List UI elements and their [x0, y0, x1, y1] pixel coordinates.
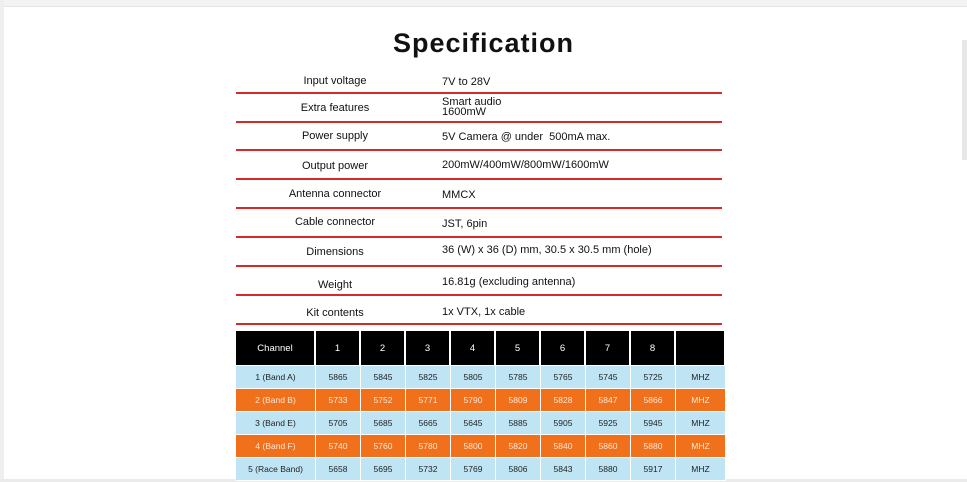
freq-cell: 5805 — [451, 366, 496, 389]
freq-cell: 5740 — [316, 435, 361, 458]
header-cell: 8 — [631, 331, 676, 366]
table-row — [236, 389, 726, 412]
freq-cell: 5771 — [406, 389, 451, 412]
freq-cell: 5645 — [451, 412, 496, 435]
spec-label: Kit contents — [306, 307, 364, 319]
spec-row-cable-connector — [236, 209, 722, 238]
freq-cell: 5880 — [586, 458, 631, 481]
freq-cell: 5695 — [361, 458, 406, 481]
spec-label: Output power — [301, 160, 369, 172]
header-cell: 3 — [406, 331, 451, 366]
freq-cell: 5733 — [316, 389, 361, 412]
header-cell: 6 — [541, 331, 586, 366]
spec-row-input-voltage — [236, 66, 722, 94]
unit-cell: MHZ — [676, 412, 726, 435]
freq-cell: 5845 — [361, 366, 406, 389]
freq-cell: 5825 — [406, 366, 451, 389]
header-cell — [676, 331, 726, 366]
page-title: Specification — [392, 28, 575, 58]
band-cell: 1 (Band A) — [236, 366, 316, 389]
freq-cell: 5732 — [406, 458, 451, 481]
header-cell: 5 — [496, 331, 541, 366]
freq-cell: 5945 — [631, 412, 676, 435]
freq-cell: 5917 — [631, 458, 676, 481]
spec-row-output-power — [236, 151, 722, 180]
spec-row-power-supply — [236, 123, 722, 151]
freq-cell: 5685 — [361, 412, 406, 435]
header-cell: 4 — [451, 331, 496, 366]
spec-row-weight — [236, 267, 722, 296]
spec-label: Input voltage — [303, 75, 367, 87]
freq-cell: 5925 — [586, 412, 631, 435]
spec-value: 200mW/400mW/800mW/1600mW — [442, 159, 609, 171]
freq-cell: 5843 — [541, 458, 586, 481]
table-header-row — [236, 331, 726, 366]
spec-label: Antenna connector — [288, 188, 382, 200]
freq-cell: 5885 — [496, 412, 541, 435]
band-cell: 5 (Race Band) — [236, 458, 316, 481]
spec-value: 16.81g (excluding antenna) — [442, 276, 576, 288]
spec-value: 5V Camera @ under 500mA max. — [442, 131, 611, 143]
freq-cell: 5725 — [631, 366, 676, 389]
unit-cell: MHZ — [676, 435, 726, 458]
freq-cell: 5820 — [496, 435, 541, 458]
table-row — [236, 435, 726, 458]
freq-cell: 5785 — [496, 366, 541, 389]
freq-cell: 5828 — [541, 389, 586, 412]
band-cell: 3 (Band E) — [236, 412, 316, 435]
freq-cell: 5745 — [586, 366, 631, 389]
band-cell: 4 (Band F) — [236, 435, 316, 458]
freq-cell: 5752 — [361, 389, 406, 412]
spec-table — [236, 66, 722, 325]
spec-value: 36 (W) x 36 (D) mm, 30.5 x 30.5 mm (hole) — [442, 244, 652, 256]
table-row — [236, 458, 726, 481]
spec-value: 1x VTX, 1x cable — [442, 306, 526, 318]
spec-label: Cable connector — [294, 216, 376, 228]
header-cell: Channel — [236, 331, 316, 366]
spec-value: Smart audio 1600mW — [442, 96, 502, 118]
unit-cell: MHZ — [676, 366, 726, 389]
freq-cell: 5880 — [631, 435, 676, 458]
freq-cell: 5765 — [541, 366, 586, 389]
freq-cell: 5905 — [541, 412, 586, 435]
band-cell: 2 (Band B) — [236, 389, 316, 412]
header-cell: 2 — [361, 331, 406, 366]
spec-row-extra-features — [236, 94, 722, 123]
freq-cell: 5806 — [496, 458, 541, 481]
freq-cell: 5866 — [631, 389, 676, 412]
spec-row-dimensions — [236, 238, 722, 267]
spec-value: MMCX — [442, 189, 476, 201]
freq-cell: 5847 — [586, 389, 631, 412]
spec-label: Dimensions — [306, 246, 364, 258]
freq-cell: 5658 — [316, 458, 361, 481]
header-cell: 1 — [316, 331, 361, 366]
spec-value: 7V to 28V — [442, 76, 491, 88]
freq-cell: 5860 — [586, 435, 631, 458]
freq-cell: 5865 — [316, 366, 361, 389]
freq-cell: 5760 — [361, 435, 406, 458]
spec-value: JST, 6pin — [442, 218, 488, 230]
window-left-edge — [0, 0, 4, 482]
table-row — [236, 366, 726, 389]
table-row — [236, 412, 726, 435]
header-cell: 7 — [586, 331, 631, 366]
unit-cell: MHZ — [676, 458, 726, 481]
freq-cell: 5809 — [496, 389, 541, 412]
freq-cell: 5769 — [451, 458, 496, 481]
freq-cell: 5840 — [541, 435, 586, 458]
freq-cell: 5780 — [406, 435, 451, 458]
window-top-edge — [0, 0, 967, 7]
spec-row-kit-contents — [236, 296, 722, 325]
spec-label: Power supply — [301, 130, 369, 142]
freq-cell: 5665 — [406, 412, 451, 435]
spec-row-antenna-connector — [236, 180, 722, 209]
freq-cell: 5800 — [451, 435, 496, 458]
freq-cell: 5705 — [316, 412, 361, 435]
spec-label: Weight — [317, 279, 353, 291]
unit-cell: MHZ — [676, 389, 726, 412]
freq-cell: 5790 — [451, 389, 496, 412]
channel-frequency-table — [236, 331, 726, 481]
spec-label: Extra features — [300, 102, 370, 114]
